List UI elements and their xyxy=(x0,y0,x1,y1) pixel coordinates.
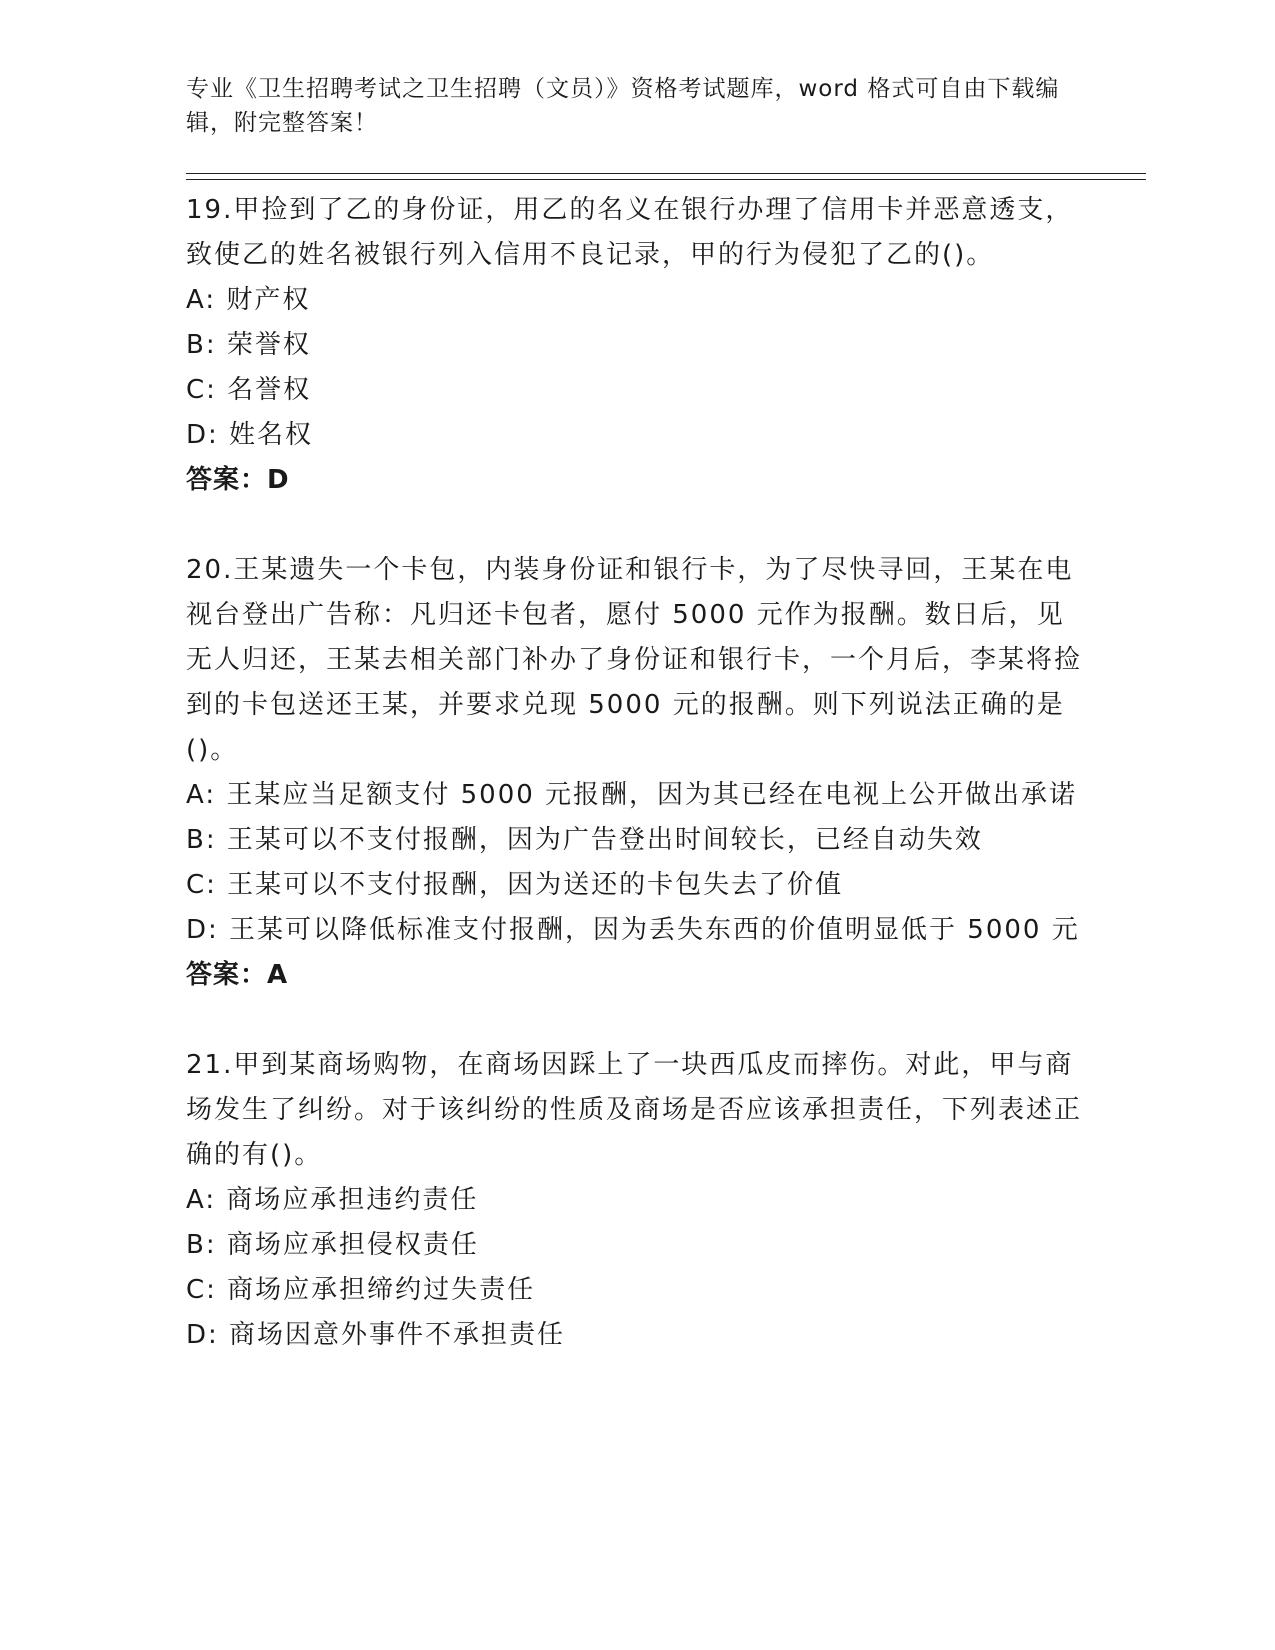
question-stem: 20.王某遗失一个卡包，内装身份证和银行卡，为了尽快寻回，王某在电视台登出广告称：凡归还卡包者，愿付 5000 元作为报酬。数日后，见无人归还，王某去相关部门补办了身份证和银行卡，一个月后，李某将捡到的卡包送还王某，并要求兑现 5000 元的报酬。则下列说法正确的是()。 xyxy=(186,555,1083,765)
option-b: B: 王某可以不支付报酬，因为广告登出时间较长，已经自动失效 xyxy=(186,825,983,855)
question-stem: 21.甲到某商场购物，在商场因踩上了一块西瓜皮而摔伤。对此，甲与商场发生了纠纷。对于该纠纷的性质及商场是否应该承担责任，下列表述正确的有()。 xyxy=(186,1050,1083,1170)
option-b: B: 商场应承担侵权责任 xyxy=(186,1230,479,1260)
question-21 xyxy=(186,1043,1086,1358)
answer: 答案：A xyxy=(186,960,289,990)
option-d: D: 王某可以降低标准支付报酬，因为丢失东西的价值明显低于 5000 元 xyxy=(186,915,1080,945)
question-stem: 19.甲捡到了乙的身份证，用乙的名义在银行办理了信用卡并恶意透支，致使乙的姓名被银行列入信用不良记录，甲的行为侵犯了乙的()。 xyxy=(186,195,1074,270)
option-a: A: 财产权 xyxy=(186,285,311,315)
option-c: C: 王某可以不支付报酬，因为送还的卡包失去了价值 xyxy=(186,870,844,900)
header-divider-bottom xyxy=(186,179,1146,180)
document-header xyxy=(186,72,1086,140)
question-list xyxy=(186,188,1086,1358)
option-a: A: 王某应当足额支付 5000 元报酬，因为其已经在电视上公开做出承诺 xyxy=(186,780,1078,810)
option-c: C: 名誉权 xyxy=(186,375,312,405)
option-b: B: 荣誉权 xyxy=(186,330,311,360)
option-a: A: 商场应承担违约责任 xyxy=(186,1185,479,1215)
option-d: D: 商场因意外事件不承担责任 xyxy=(186,1320,566,1350)
answer: 答案：D xyxy=(186,465,290,495)
header-divider-top xyxy=(186,173,1146,174)
option-d: D: 姓名权 xyxy=(186,420,314,450)
question-19 xyxy=(186,188,1086,503)
question-20 xyxy=(186,548,1086,998)
header-text: 专业《卫生招聘考试之卫生招聘（文员）》资格考试题库，word 格式可自由下载编辑，附完整答案！ xyxy=(186,76,1060,136)
option-c: C: 商场应承担缔约过失责任 xyxy=(186,1275,536,1305)
